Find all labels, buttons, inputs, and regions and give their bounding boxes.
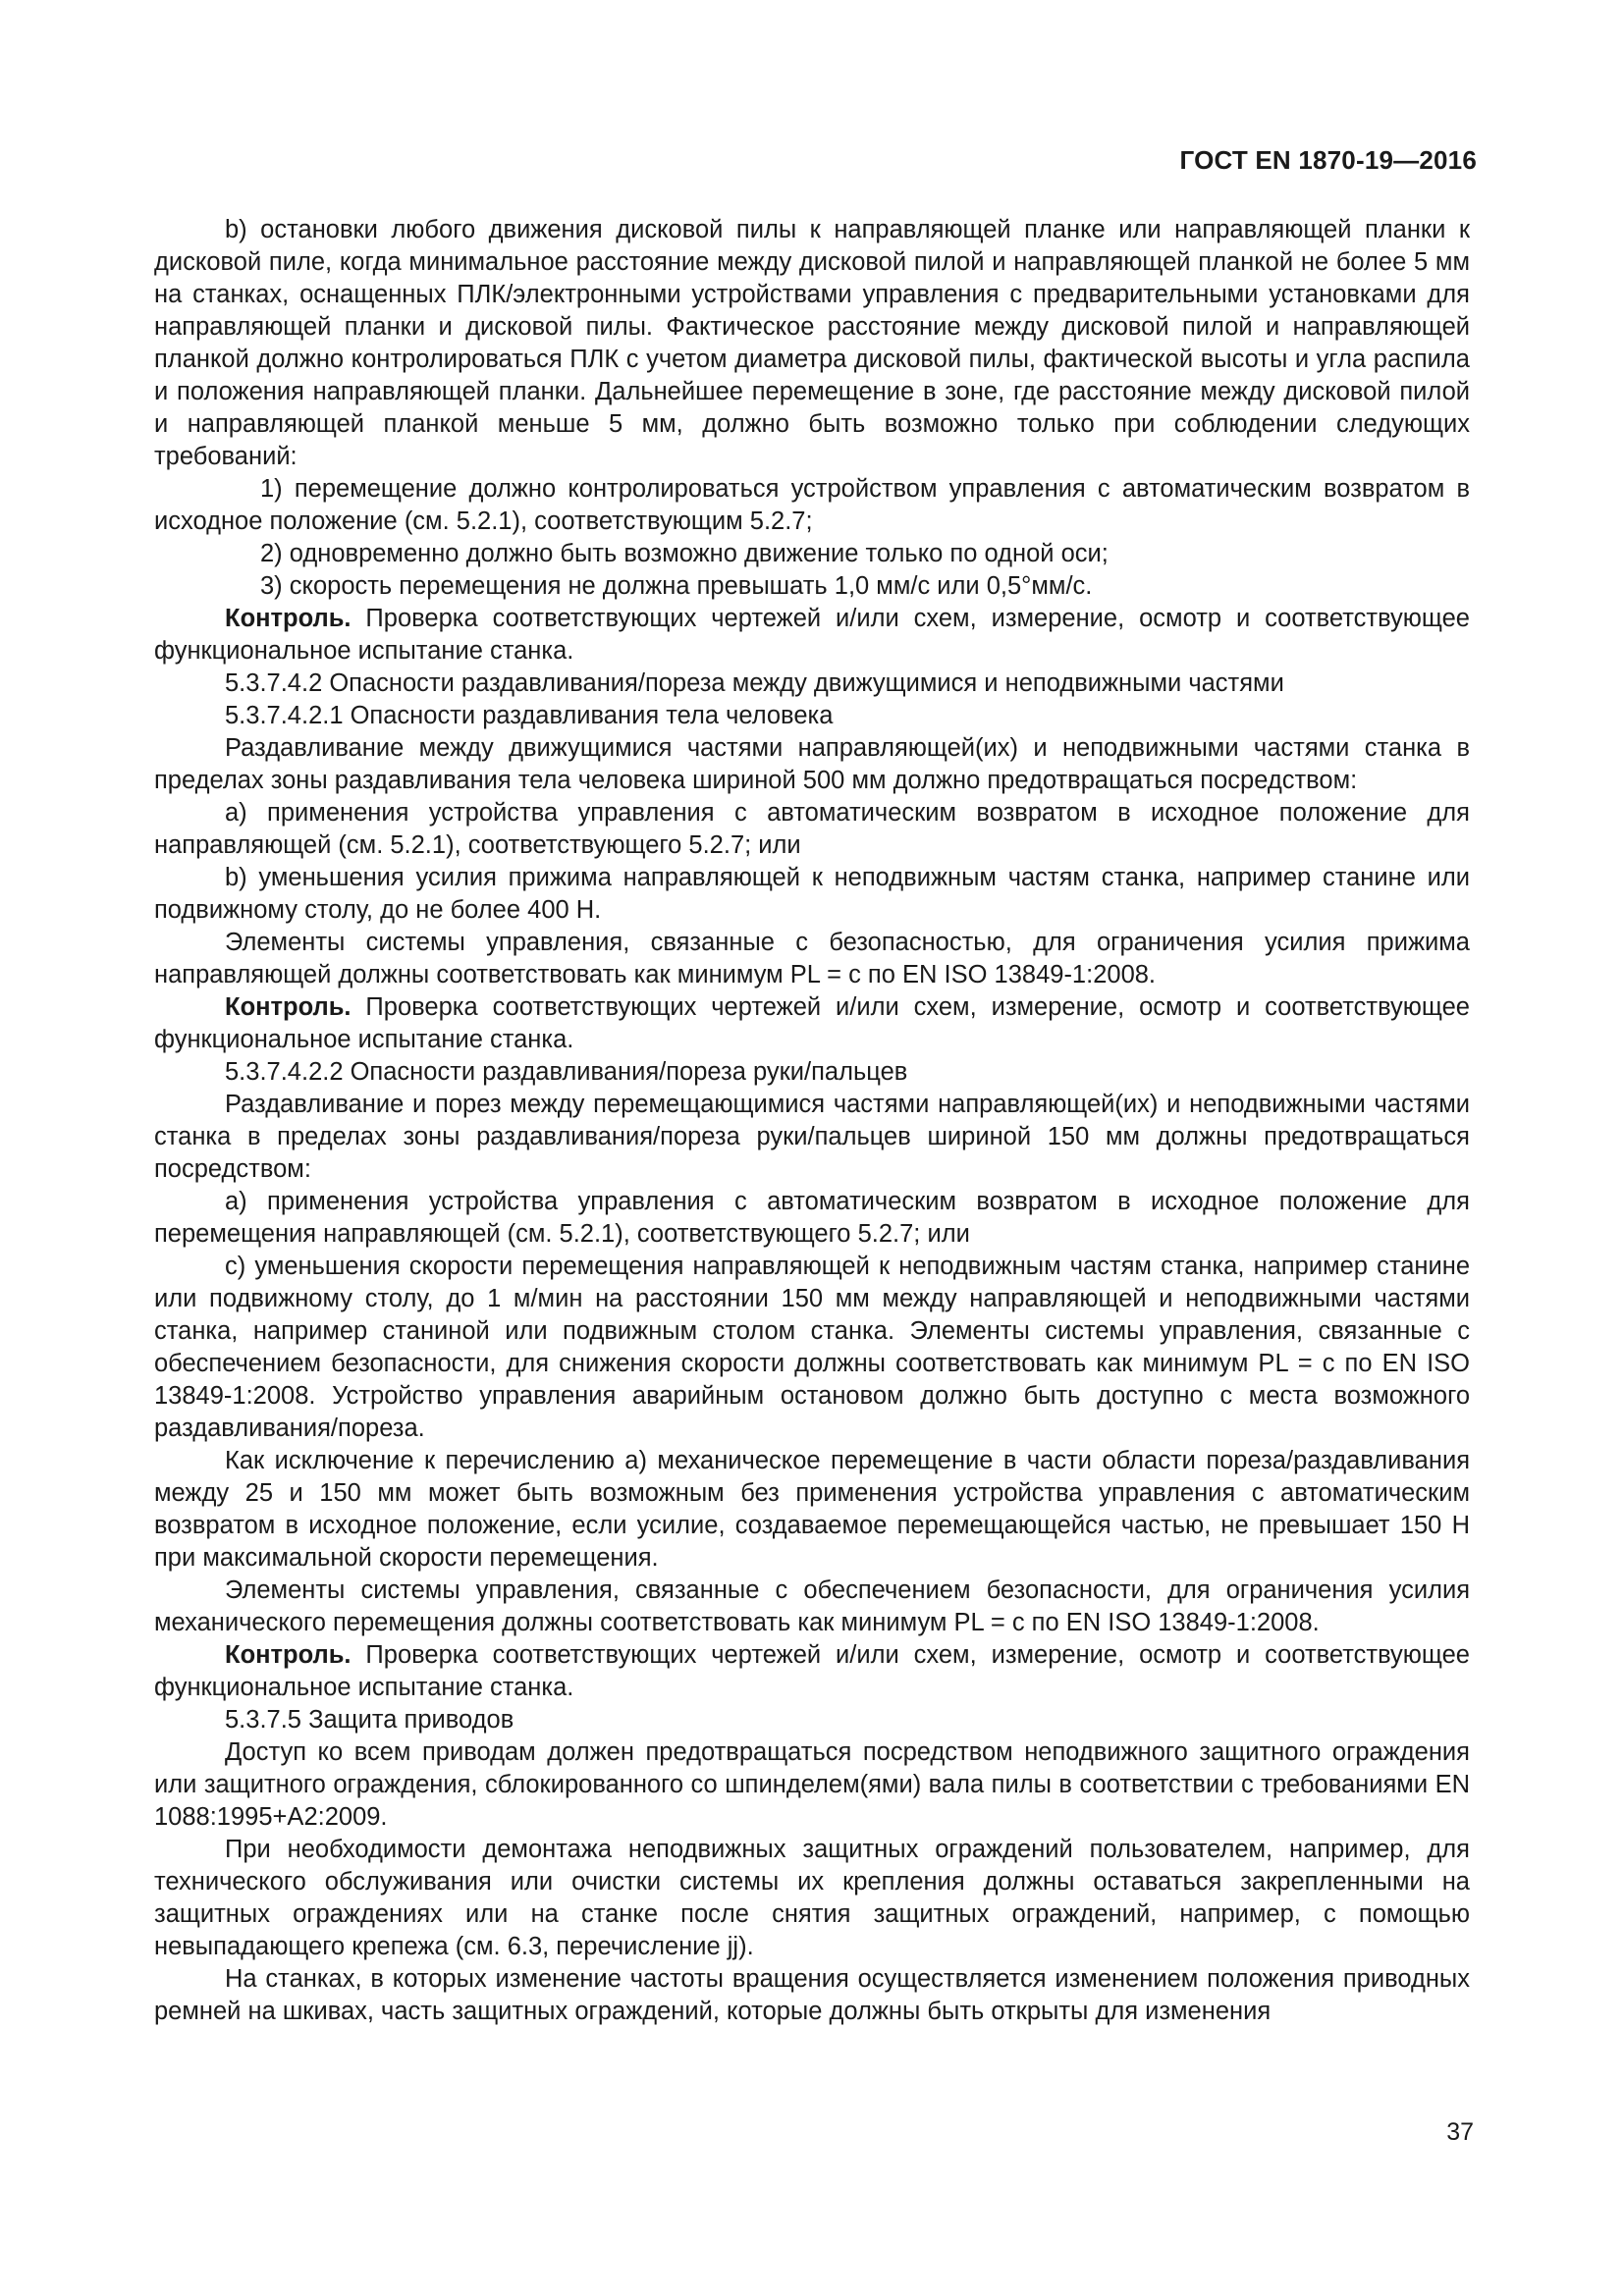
document-code-header: ГОСТ EN 1870-19—2016 — [1179, 145, 1477, 175]
paragraph — [154, 1445, 1470, 1575]
paragraph — [154, 732, 1470, 797]
paragraph-text: a) применения устройства управления с автоматическим возвратом в исходное положение для перемещения направляющей (см. 5.2.1), соответствующего 5.2.7; или — [154, 1188, 1470, 1248]
page-number: 37 — [1446, 2118, 1474, 2146]
paragraph-text: 5.3.7.5 Защита приводов — [225, 1706, 514, 1734]
paragraph — [154, 667, 1470, 700]
paragraph — [154, 862, 1470, 927]
paragraph — [154, 603, 1470, 667]
paragraph-text: 5.3.7.4.2.1 Опасности раздавливания тела человека — [225, 702, 834, 729]
paragraph — [154, 538, 1470, 570]
control-label: Контроль. — [225, 1641, 352, 1669]
paragraph-text: 5.3.7.4.2 Опасности раздавливания/пореза между движущимися и неподвижными частями — [225, 669, 1284, 697]
paragraph-text: a) применения устройства управления с автоматическим возвратом в исходное положение для направляющей (см. 5.2.1), соответствующего 5.2.7; или — [154, 799, 1470, 859]
paragraph — [154, 1963, 1470, 2028]
paragraph — [154, 1056, 1470, 1089]
paragraph-text: Проверка соответствующих чертежей и/или схем, измерение, осмотр и соответствующее функциональное испытание станка. — [154, 993, 1470, 1053]
paragraph — [154, 1575, 1470, 1639]
paragraph-text: 3) скорость перемещения не должна превышать 1,0 мм/с или 0,5°мм/с. — [260, 572, 1093, 600]
paragraph — [154, 1251, 1470, 1445]
paragraph-text: Доступ ко всем приводам должен предотвращаться посредством неподвижного защитного ограждения или защитного ограждения, сблокированного со шпинделем(ями) вала пилы в соответствии с требованиями EN 1088:1995+A2:2009. — [154, 1738, 1470, 1831]
paragraph-text: Проверка соответствующих чертежей и/или схем, измерение, осмотр и соответствующее функциональное испытание станка. — [154, 1641, 1470, 1701]
paragraph — [154, 1704, 1470, 1736]
paragraph-text: Проверка соответствующих чертежей и/или схем, измерение, осмотр и соответствующее функциональное испытание станка. — [154, 605, 1470, 665]
paragraph — [154, 1736, 1470, 1834]
paragraph-text: c) уменьшения скорости перемещения направляющей к неподвижным частям станка, например станине или подвижному столу, до 1 м/мин на расстоянии 150 мм между направляющей и неподвижными частями станка, например станиной или подвижным столом станка. Элементы системы управления, связанные с обеспечением безопасности, для снижения скорости должны соответствовать как минимум PL = c по EN ISO 13849-1:2008. Устройство управления аварийным остановом должно быть доступно с места возможного раздавливания/пореза. — [154, 1253, 1470, 1442]
control-label: Контроль. — [225, 993, 352, 1021]
paragraph — [154, 991, 1470, 1056]
document-body — [154, 214, 1470, 2028]
paragraph-text: Как исключение к перечислению a) механическое перемещение в части области пореза/раздавливания между 25 и 150 мм может быть возможным без применения устройства управления с автоматическим возвратом в исходное положение, если усилие, создаваемое перемещающейся частью, не превышает 150 Н при максимальной скорости перемещения. — [154, 1447, 1470, 1572]
paragraph — [154, 1639, 1470, 1704]
paragraph-text: Элементы системы управления, связанные с безопасностью, для ограничения усилия прижима направляющей должны соответствовать как минимум PL = c по EN ISO 13849-1:2008. — [154, 929, 1470, 988]
paragraph — [154, 927, 1470, 991]
paragraph — [154, 1186, 1470, 1251]
paragraph-text: b) остановки любого движения дисковой пилы к направляющей планке или направляющей планки к дисковой пиле, когда минимальное расстояние между дисковой пилой и направляющей планкой не более 5 мм на станках, оснащенных ПЛК/электронными устройствами управления с предварительными установками для направляющей планки и дисковой пилы. Фактическое расстояние между дисковой пилой и направляющей планкой должно контролироваться ПЛК с учетом диаметра дисковой пилы, фактической высоты и угла распила и положения направляющей планки. Дальнейшее перемещение в зоне, где расстояние между дисковой пилой и направляющей планкой меньше 5 мм, должно быть возможно только при соблюдении следующих требований: — [154, 216, 1470, 470]
paragraph-text: b) уменьшения усилия прижима направляющей к неподвижным частям станка, например станине или подвижному столу, до не более 400 Н. — [154, 864, 1470, 924]
paragraph-text: Элементы системы управления, связанные с обеспечением безопасности, для ограничения усилия механического перемещения должны соответствовать как минимум PL = c по EN ISO 13849-1:2008. — [154, 1576, 1470, 1636]
paragraph — [154, 797, 1470, 862]
paragraph — [154, 1089, 1470, 1186]
paragraph-text: На станках, в которых изменение частоты вращения осуществляется изменением положения приводных ремней на шкивах, часть защитных ограждений, которые должны быть открыты для изменения — [154, 1965, 1470, 2025]
paragraph-text: 2) одновременно должно быть возможно движение только по одной оси; — [260, 540, 1109, 567]
paragraph-text: При необходимости демонтажа неподвижных защитных ограждений пользователем, например, для технического обслуживания или очистки системы их крепления должны оставаться закрепленными на защитных ограждениях или на станке после снятия защитных ограждений, например, с помощью невыпадающего крепежа (см. 6.3, перечисление jj). — [154, 1836, 1470, 1960]
paragraph — [154, 1834, 1470, 1963]
paragraph — [154, 700, 1470, 732]
paragraph-text: 5.3.7.4.2.2 Опасности раздавливания/пореза руки/пальцев — [225, 1058, 908, 1086]
paragraph-text: 1) перемещение должно контролироваться устройством управления с автоматическим возвратом в исходное положение (см. 5.2.1), соответствующим 5.2.7; — [154, 475, 1470, 535]
paragraph-text: Раздавливание и порез между перемещающимися частями направляющей(их) и неподвижными частями станка в пределах зоны раздавливания/пореза руки/пальцев шириной 150 мм должны предотвращаться посредством: — [154, 1091, 1470, 1183]
paragraph-text: Раздавливание между движущимися частями направляющей(их) и неподвижными частями станка в пределах зоны раздавливания тела человека шириной 500 мм должно предотвращаться посредством: — [154, 734, 1470, 794]
paragraph — [154, 214, 1470, 473]
paragraph — [154, 570, 1470, 603]
paragraph — [154, 473, 1470, 538]
control-label: Контроль. — [225, 605, 352, 632]
